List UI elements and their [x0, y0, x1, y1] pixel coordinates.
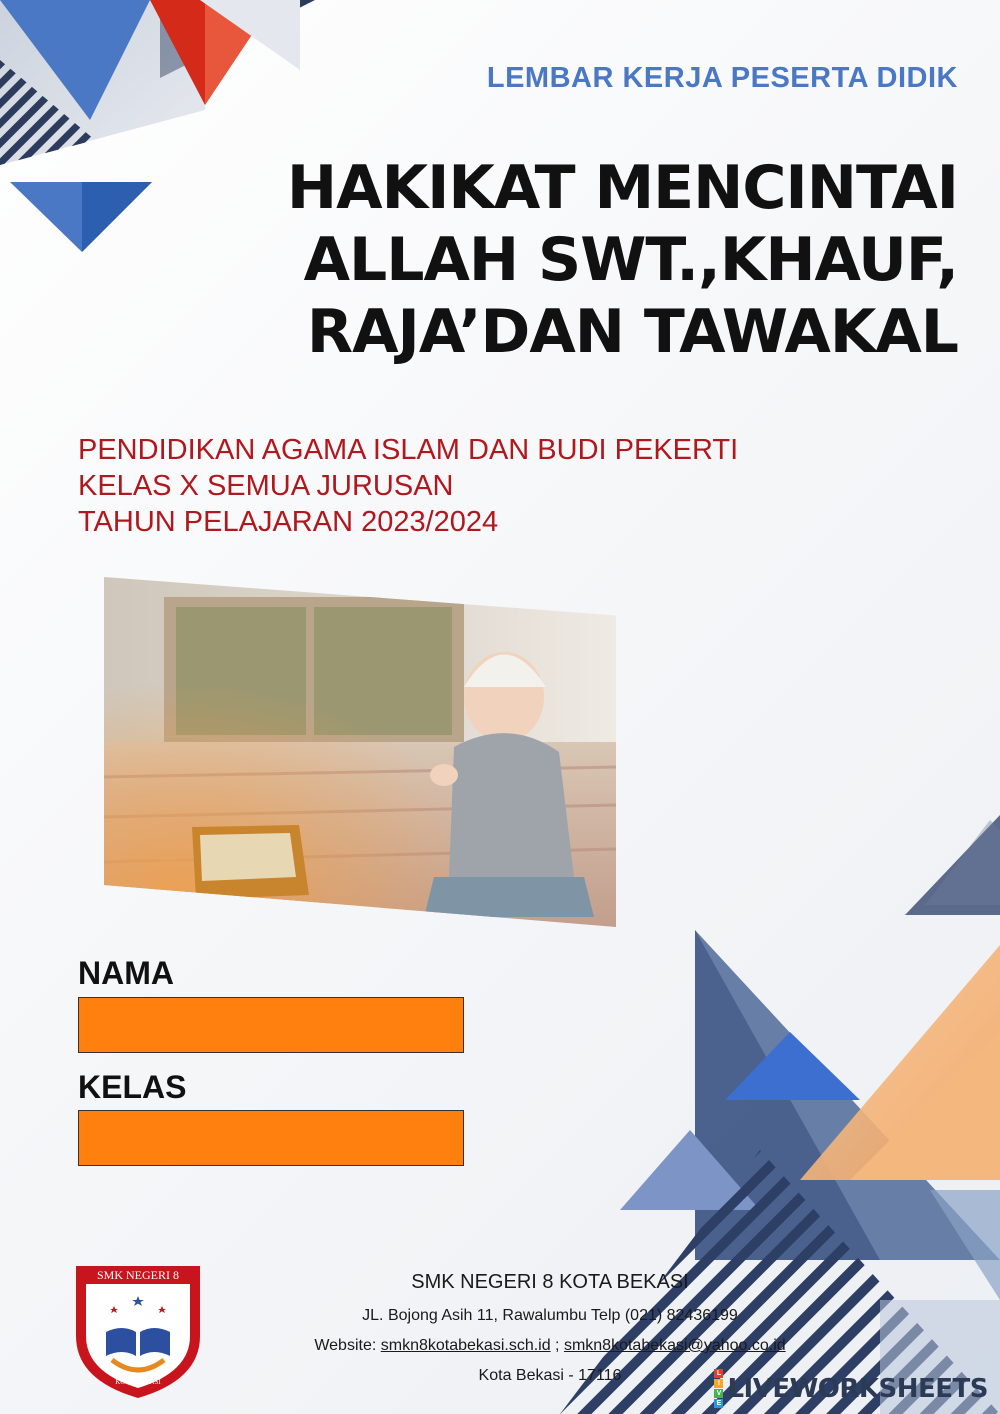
website-label: Website:	[314, 1337, 381, 1354]
emblem-top-text: SMK NEGERI 8	[96, 1268, 180, 1282]
school-city: Kota Bekasi - 17116	[478, 1367, 622, 1384]
website-link[interactable]: smkn8kotabekasi.sch.id	[380, 1337, 551, 1354]
school-address: JL. Bojong Asih 11, Rawalumbu Telp (021) 82436199	[362, 1307, 738, 1324]
page-title	[287, 152, 958, 368]
title-line-2: ALLAH SWT.,KHAUF,	[303, 225, 958, 295]
worksheet-type-label: LEMBAR KERJA PESERTA DIDIK	[486, 62, 958, 94]
title-line-3: RAJA’DAN TAWAKAL	[306, 297, 958, 367]
school-name: SMK NEGERI 8 KOTA BEKASI	[411, 1271, 689, 1293]
watermark-squares	[714, 1369, 723, 1408]
class-input[interactable]	[78, 1110, 464, 1166]
course-class: KELAS X SEMUA JURUSAN	[78, 470, 454, 502]
liveworksheets-watermark	[714, 1369, 988, 1408]
course-subject: PENDIDIKAN AGAMA ISLAM DAN BUDI PEKERTI	[78, 434, 739, 466]
school-contact	[200, 1337, 900, 1355]
title-line-1: HAKIKAT MENCINTAI	[286, 153, 958, 223]
name-input[interactable]	[78, 997, 464, 1053]
name-label: NAMA	[78, 955, 174, 991]
watermark-text: LIVEWORKSHEETS	[727, 1373, 988, 1404]
watermark-square-i: I	[714, 1379, 723, 1388]
email-link[interactable]: smkn8kotabekasi@yahoo.co.id	[563, 1337, 786, 1354]
course-year: TAHUN PELAJARAN 2023/2024	[78, 506, 499, 538]
emblem-bottom-text: KOTA BEKASI	[115, 1378, 161, 1386]
course-info	[78, 432, 738, 540]
watermark-square-e: E	[714, 1399, 723, 1408]
school-emblem-icon	[72, 1262, 204, 1402]
class-label: KELAS	[78, 1069, 187, 1105]
contact-separator: ;	[550, 1337, 564, 1354]
watermark-square-v: V	[714, 1389, 723, 1398]
watermark-square-l: L	[714, 1369, 723, 1378]
cover-photo	[104, 577, 616, 927]
